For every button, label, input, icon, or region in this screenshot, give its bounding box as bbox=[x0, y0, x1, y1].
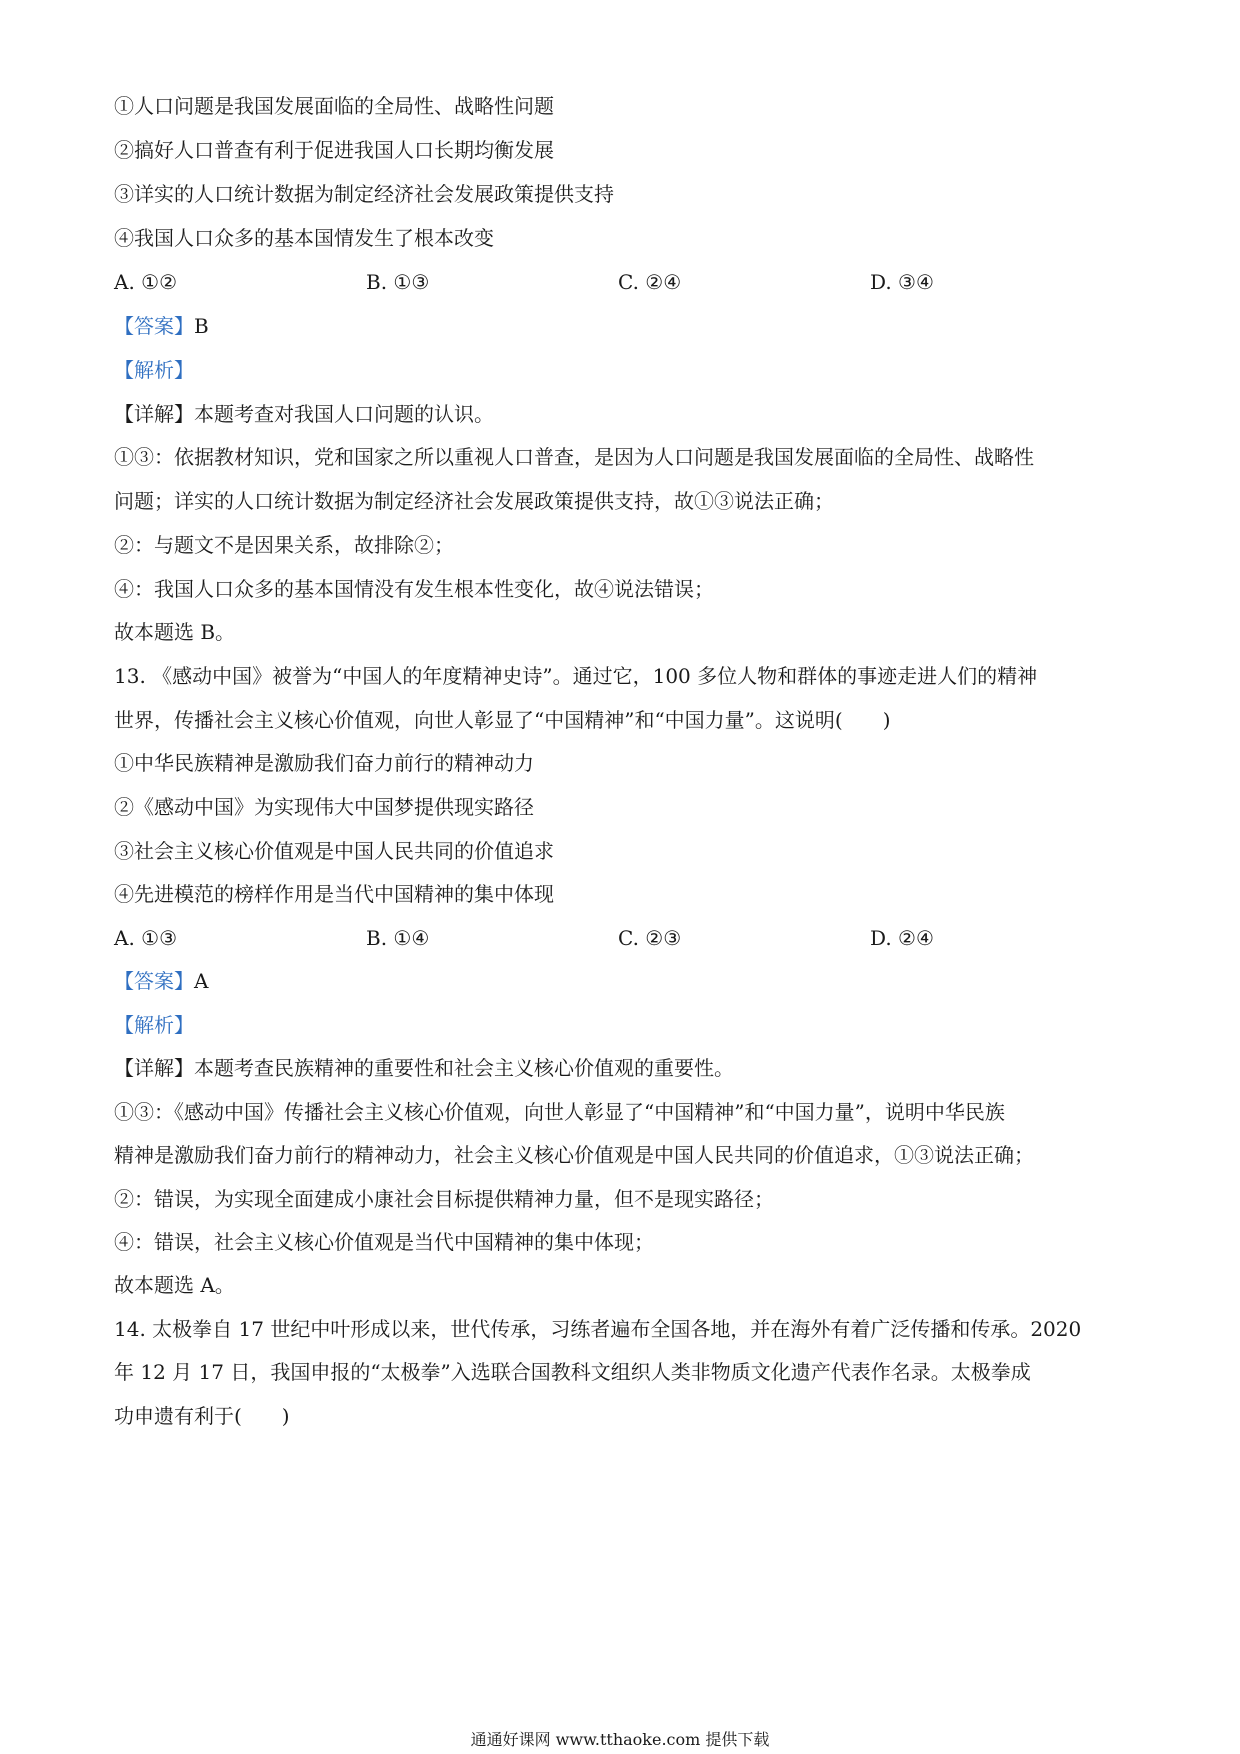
q12-conclusion: 故本题选 B。 bbox=[114, 620, 236, 644]
page-footer: 通通好课网 www.tthaoke.com 提供下载 bbox=[470, 1730, 770, 1749]
q12-statement-1: ①人口问题是我国发展面临的全局性、战略性问题 bbox=[114, 94, 554, 118]
detail-intro: 本题考查对我国人口问题的认识。 bbox=[194, 402, 494, 426]
detail-tag: 【详解】 bbox=[114, 402, 194, 426]
q12-statement-2: ②搞好人口普查有利于促进我国人口长期均衡发展 bbox=[114, 138, 554, 162]
q13-statement-2: ②《感动中国》为实现伟大中国梦提供现实路径 bbox=[114, 795, 534, 819]
q12-answer bbox=[114, 312, 1134, 340]
q12-option-d: D. ③④ bbox=[870, 270, 934, 294]
q12-explanation-3: ②：与题文不是因果关系，故排除②； bbox=[114, 533, 454, 557]
q13-stem-line-2: 世界，传播社会主义核心价值观，向世人彰显了“中国精神”和“中国力量”。这说明( ) bbox=[114, 708, 891, 732]
q13-statement-1: ①中华民族精神是激励我们奋力前行的精神动力 bbox=[114, 751, 534, 775]
q13-detail bbox=[114, 1054, 1134, 1082]
q12-option-b: B. ①③ bbox=[366, 270, 430, 294]
q12-statement-3: ③详实的人口统计数据为制定经济社会发展政策提供支持 bbox=[114, 182, 614, 206]
answer-tag: 【答案】 bbox=[114, 969, 194, 993]
q13-explanation-4: ④：错误，社会主义核心价值观是当代中国精神的集中体现； bbox=[114, 1230, 654, 1254]
detail-intro: 本题考查民族精神的重要性和社会主义核心价值观的重要性。 bbox=[194, 1056, 734, 1080]
q13-explanation-3: ②：错误，为实现全面建成小康社会目标提供精神力量，但不是现实路径； bbox=[114, 1187, 774, 1211]
q14-stem-line-1: 14. 太极拳自 17 世纪中叶形成以来，世代传承，习练者遍布全国各地，并在海外有着广泛传播和传承。2020 bbox=[114, 1317, 1082, 1341]
q13-explanation-1: ①③：《感动中国》传播社会主义核心价值观，向世人彰显了“中国精神”和“中国力量”，说明中华民族 bbox=[114, 1100, 1005, 1124]
q13-explanation-2: 精神是激励我们奋力前行的精神动力，社会主义核心价值观是中国人民共同的价值追求，①③说法正确； bbox=[114, 1143, 1034, 1167]
q13-option-c: C. ②③ bbox=[618, 926, 682, 950]
q12-explanation-2: 问题；详实的人口统计数据为制定经济社会发展政策提供支持，故①③说法正确； bbox=[114, 489, 834, 513]
q12-explanation-4: ④：我国人口众多的基本国情没有发生根本性变化，故④说法错误； bbox=[114, 577, 714, 601]
q13-stem-line-1: 13. 《感动中国》被誉为“中国人的年度精神史诗”。通过它，100 多位人物和群体的事迹走进人们的精神 bbox=[114, 664, 1038, 688]
detail-tag: 【详解】 bbox=[114, 1056, 194, 1080]
q12-statement-4: ④我国人口众多的基本国情发生了根本改变 bbox=[114, 226, 494, 250]
q12-analysis-tag: 【解析】 bbox=[114, 358, 194, 382]
q13-option-d: D. ②④ bbox=[870, 926, 934, 950]
q13-analysis-tag: 【解析】 bbox=[114, 1013, 194, 1037]
q12-detail bbox=[114, 400, 1134, 428]
q14-stem-line-2: 年 12 月 17 日，我国申报的“太极拳”入选联合国教科文组织人类非物质文化遗产代表作名录。太极拳成 bbox=[114, 1360, 1031, 1384]
answer-tag: 【答案】 bbox=[114, 314, 194, 338]
answer-value: B bbox=[194, 314, 209, 338]
q13-statement-3: ③社会主义核心价值观是中国人民共同的价值追求 bbox=[114, 839, 554, 863]
q13-option-a: A. ①③ bbox=[114, 926, 178, 950]
q13-conclusion: 故本题选 A。 bbox=[114, 1273, 235, 1297]
q12-option-c: C. ②④ bbox=[618, 270, 682, 294]
q14-stem-line-3: 功申遗有利于( ) bbox=[114, 1404, 290, 1428]
q13-statement-4: ④先进模范的榜样作用是当代中国精神的集中体现 bbox=[114, 882, 554, 906]
q13-option-b: B. ①④ bbox=[366, 926, 430, 950]
q12-option-a: A. ①② bbox=[114, 270, 178, 294]
answer-value: A bbox=[194, 969, 209, 993]
q12-explanation-1: ①③：依据教材知识，党和国家之所以重视人口普查，是因为人口问题是我国发展面临的全局性、战略性 bbox=[114, 445, 1034, 469]
q13-answer bbox=[114, 967, 1134, 995]
